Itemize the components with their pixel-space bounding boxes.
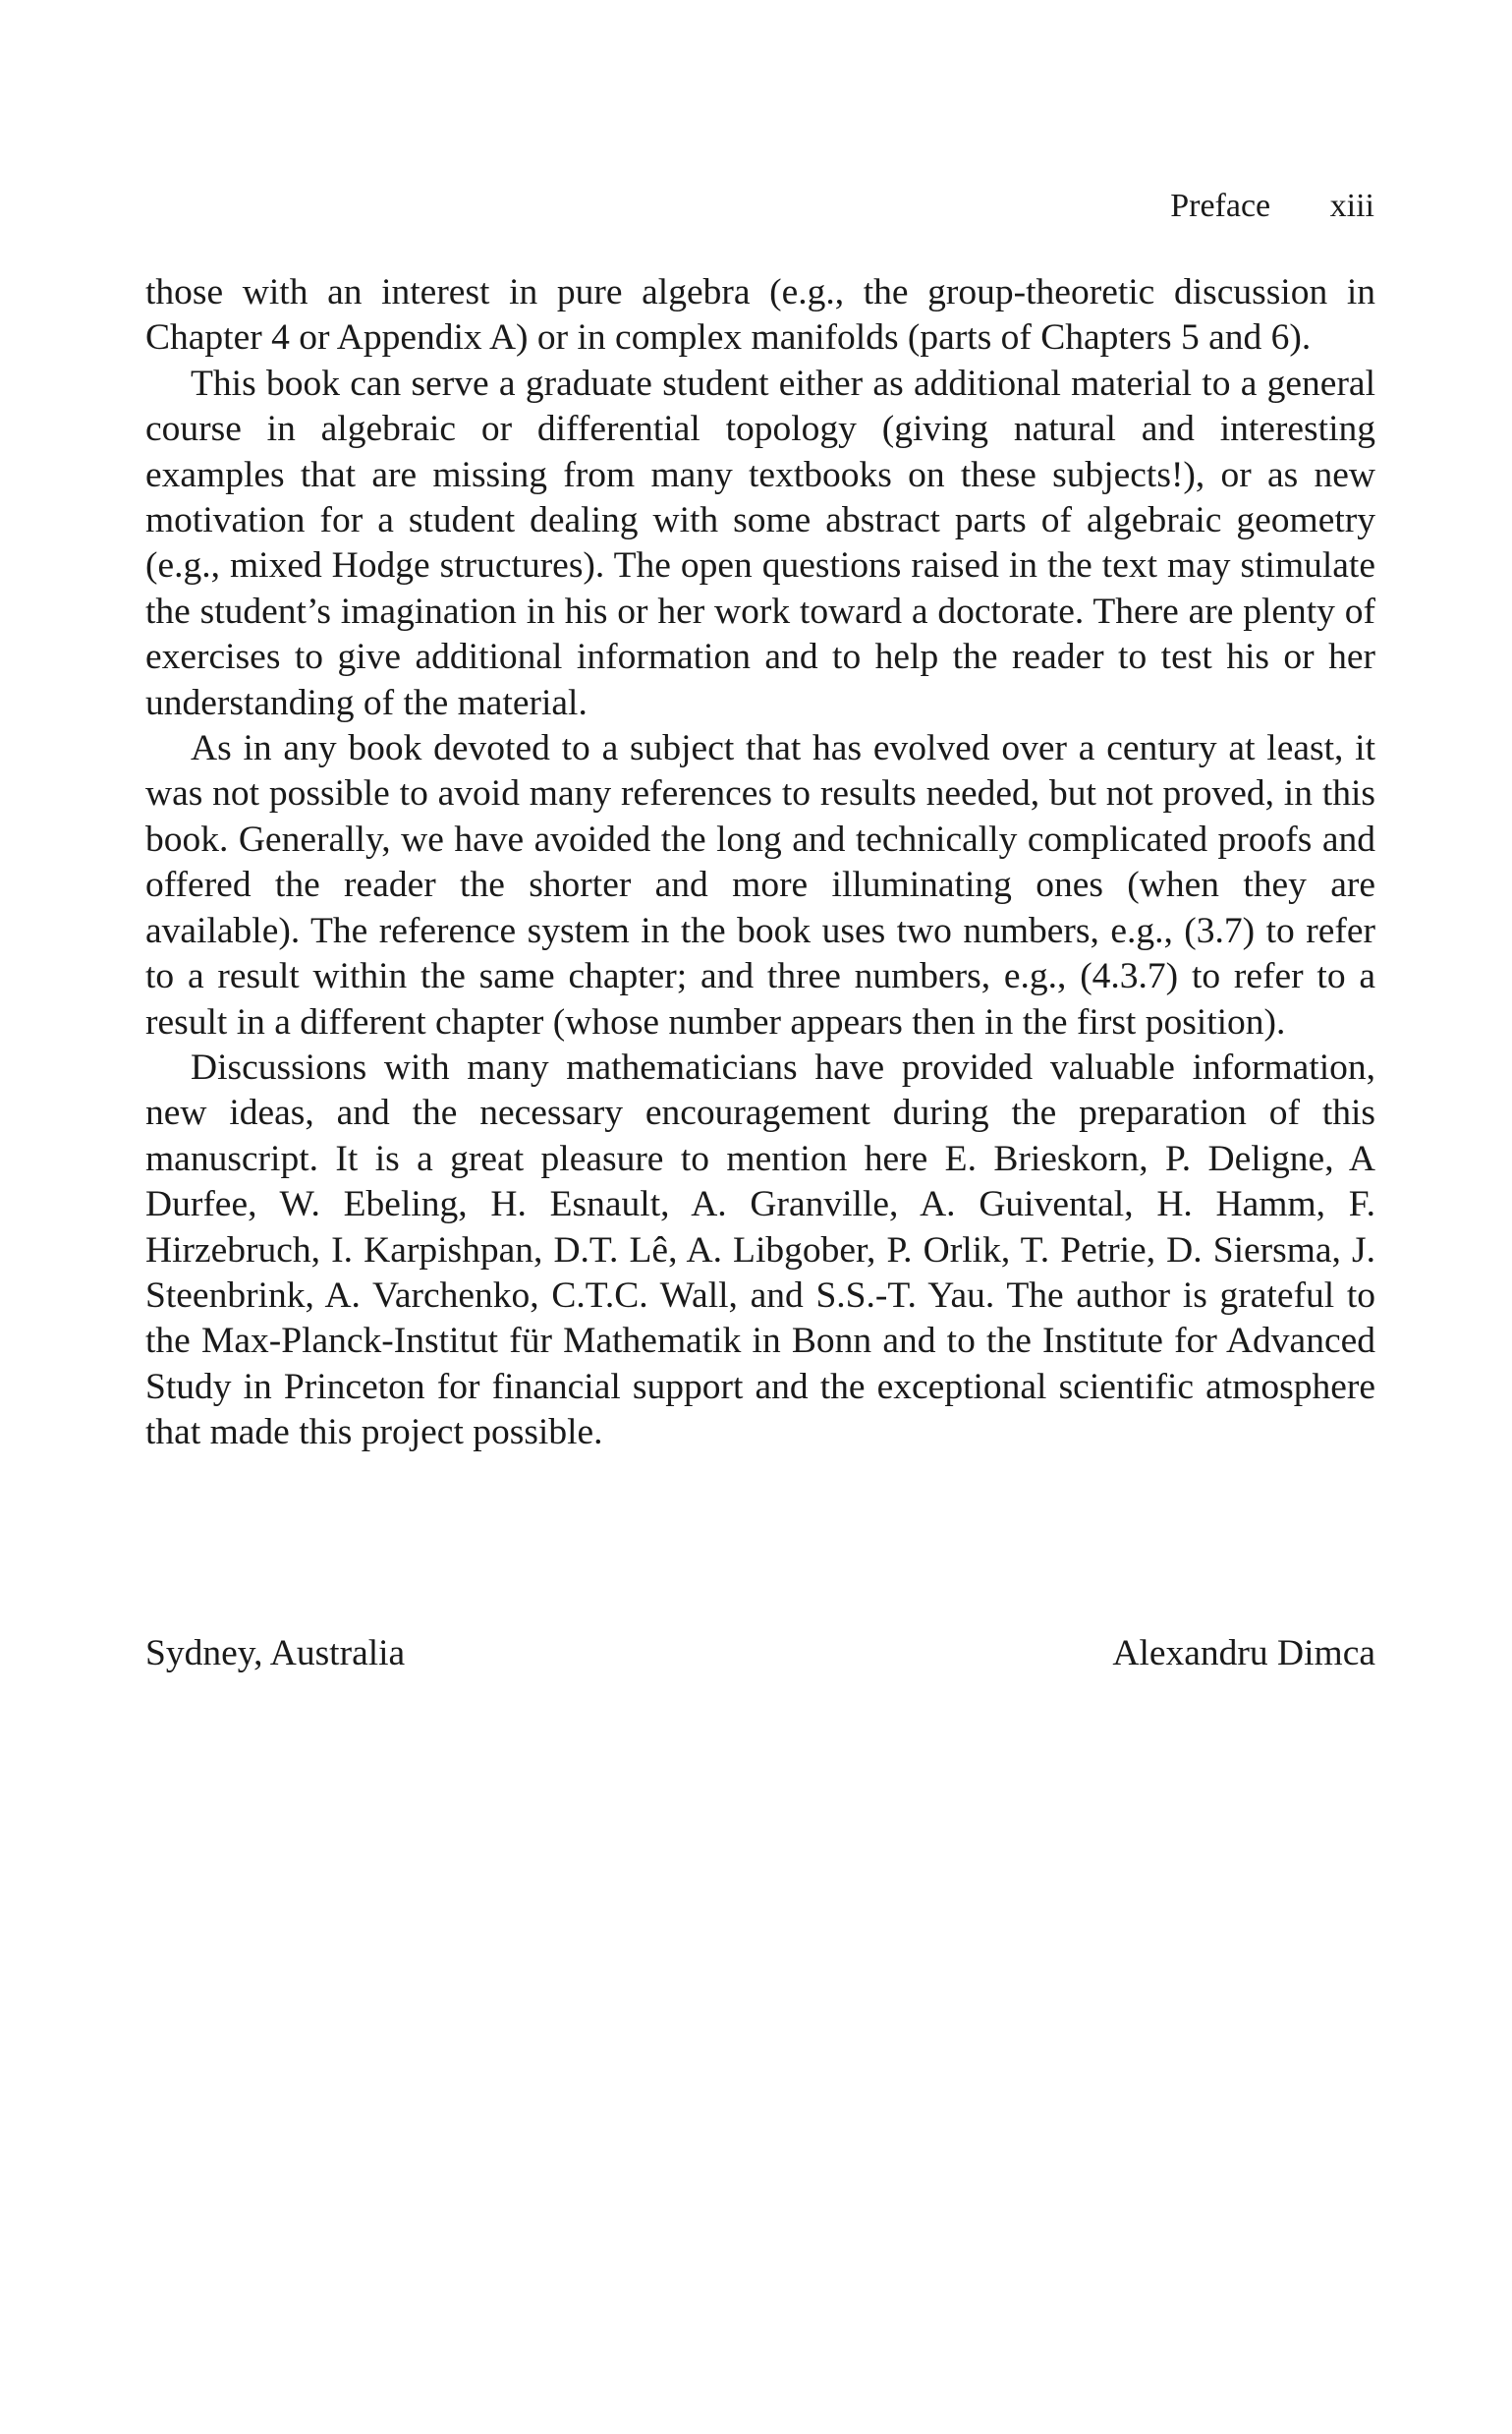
running-head	[1170, 187, 1374, 226]
page-number: xiii	[1329, 188, 1374, 224]
signature-place: Sydney, Australia	[145, 1633, 406, 1673]
paragraph-references: As in any book devoted to a subject that has evolved over a century at least, it was not possible to avoid many references to results needed, but not proved, in this book. Generally, we have avoided the long and technically complicated proofs and offered the reader the shorter and more illuminating ones (when they are available). The reference system in the book uses two numbers, e.g., (3.7) to refer to a result within the same chapter; and three numbers, e.g., (4.3.7) to refer to a result in a different chapter (whose number appears then in the first position).	[145, 728, 1375, 1043]
paragraph-continued: those with an interest in pure algebra (e.g., the group-theoretic discussion in Chapter 4 or Appendix A) or in complex manifolds (parts of Chapters 5 and 6).	[145, 272, 1375, 359]
paragraph-acknowledgements: Discussions with many mathematicians have provided valuable information, new ideas, and the necessary encouragement during the preparation of this manuscript. It is a great pleasure to mention here E. Brieskorn, P. Deligne, A Durfee, W. Ebeling, H. Esnault, A. Granville, A. Guivental, H. Hamm, F. Hirzebruch, I. Karpishpan, D.T. Lê, A. Libgober, P. Orlik, T. Petrie, D. Siersma, J. Steenbrink, A. Varchenko, C.T.C. Wall, and S.S.-T. Yau. The author is grateful to the Max-Planck-Institut für Mathematik in Bonn and to the Institute for Advanced Study in Princeton for financial support and the exceptional scientific atmosphere that made this project possible.	[145, 1047, 1375, 1453]
paragraph-audience: This book can serve a graduate student either as additional material to a general course in algebraic or differential topology (giving natural and interesting examples that are missing from many textbooks on these subjects!), or as new motivation for a student dealing with some abstract parts of algebraic geometry (e.g., mixed Hodge structures). The open questions raised in the text may stimulate the student’s imagination in his or her work toward a doctorate. There are plenty of exercises to give additional information and to help the reader to test his or her understanding of the material.	[145, 363, 1375, 723]
section-title: Preface	[1170, 188, 1271, 224]
preface-body	[145, 270, 1375, 1456]
signature-author: Alexandru Dimca	[1112, 1633, 1375, 1673]
signature-line	[145, 1631, 1375, 1676]
